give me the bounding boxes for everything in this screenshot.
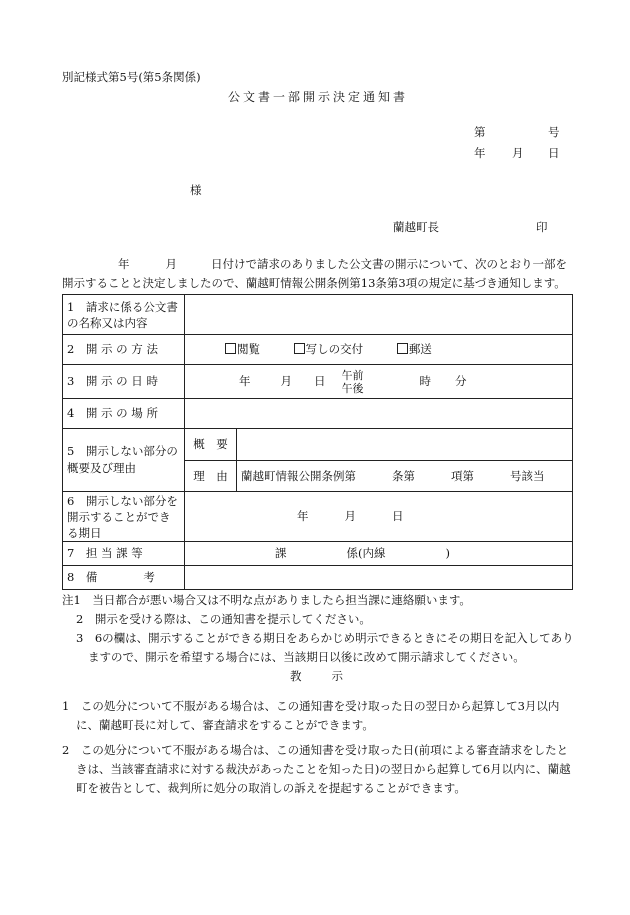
option-copy-label: 写しの交付	[305, 342, 364, 357]
reason-article: 条第	[392, 468, 415, 483]
option-view[interactable]	[225, 342, 260, 357]
note-1: 注1 当日都合が悪い場合又は不明な点がありましたら担当課に連絡願います。	[62, 593, 471, 607]
request-month: 月	[165, 257, 177, 271]
note-2: 2 開示を受ける際は、この通知書を提示してください。	[76, 612, 371, 626]
datetime-year: 年	[239, 373, 251, 388]
checkbox-icon[interactable]	[397, 343, 408, 354]
table-row	[63, 542, 573, 566]
row-label-method: 2 開 示 の 方 法	[63, 335, 185, 365]
future-year: 年	[297, 509, 309, 524]
department-section: 課	[275, 546, 287, 561]
notice-body-text: 日付けで請求のありました公文書の開示について、次のとおり一部を開示することと決定しましたので、蘭越町情報公開条例第13条第3項の規定に基づき通知します。	[62, 257, 568, 290]
department-staff: 係(内線	[346, 546, 386, 561]
datetime-day: 日	[314, 373, 326, 388]
reason-paragraph: 項第	[451, 468, 474, 483]
table-row	[63, 399, 573, 429]
am-pm-selector	[342, 369, 364, 395]
row-label-department: 7 担 当 課 等	[63, 542, 185, 566]
row-label-document-name: 1 請求に係る公文書の名称又は内容	[63, 295, 185, 335]
instruction-2: 2 この処分について不服がある場合は、この通知書を受け取った日(前項による審査請求をしたときは、当該審査請求に対する裁決があったことを知った日)の翌日から起算して6月以内に、蘭越町を被告として、裁判所に処分の取消しの訴えを提起することができます。	[62, 743, 571, 795]
checkbox-icon[interactable]	[225, 343, 236, 354]
note-3: 3 6の欄は、開示することができる期日をあらかじめ明示できるときにその期日を記入してありますので、開示を希望する場合には、当該期日以後に改めて開示請求してください。	[76, 631, 574, 664]
option-view-label: 閲覧	[237, 342, 260, 357]
document-name-value	[185, 295, 573, 335]
table-row	[63, 335, 573, 365]
method-options	[185, 335, 573, 365]
seal-mark: 印	[536, 220, 548, 234]
instructions-section	[62, 697, 577, 804]
department-close: )	[445, 546, 450, 561]
row-label-future-date: 6 開示しない部分を開示することができる期日	[63, 492, 185, 542]
row-label-undisclosed: 5 開示しない部分の概要及び理由	[63, 429, 185, 492]
sub-label-summary: 概 要	[185, 429, 237, 461]
datetime-minute: 分	[455, 373, 467, 388]
number-suffix: 号	[548, 125, 560, 139]
issue-day: 日	[548, 146, 560, 160]
row-label-datetime: 3 開 示 の 日 時	[63, 365, 185, 399]
summary-value	[237, 429, 573, 461]
instructions-title-b: 示	[331, 669, 343, 683]
sub-label-reason: 理 由	[185, 461, 237, 492]
option-mail-label: 郵送	[408, 342, 432, 357]
table-row	[63, 566, 573, 590]
future-month: 月	[344, 509, 356, 524]
notice-body	[62, 255, 576, 293]
request-year: 年	[118, 257, 130, 271]
place-value	[185, 399, 573, 429]
form-number: 別記様式第5号(第5条関係)	[62, 70, 201, 84]
table-row	[63, 492, 573, 542]
disclosure-details-table	[62, 294, 573, 590]
table-row	[63, 295, 573, 335]
issuer-name: 蘭越町長	[393, 220, 439, 234]
instructions-title	[290, 669, 343, 684]
reason-prefix: 蘭越町情報公開条例第	[241, 468, 356, 483]
row-label-remarks: 8 備 考	[63, 566, 185, 590]
table-row	[63, 365, 573, 399]
option-copy[interactable]	[294, 342, 364, 357]
remarks-value	[185, 566, 573, 590]
issue-month: 月	[512, 146, 524, 160]
notes-section	[62, 591, 577, 667]
number-prefix: 第	[474, 125, 486, 139]
row-label-place: 4 開 示 の 場 所	[63, 399, 185, 429]
datetime-month: 月	[280, 373, 292, 388]
option-mail[interactable]	[397, 342, 432, 357]
checkbox-icon[interactable]	[294, 343, 305, 354]
document-title: 公文書一部開示決定通知書	[228, 90, 409, 104]
future-date-value	[185, 492, 573, 542]
department-value	[185, 542, 573, 566]
reason-value	[237, 461, 573, 492]
future-day: 日	[392, 509, 404, 524]
datetime-hour: 時	[419, 373, 431, 388]
am-label: 午前	[341, 368, 364, 382]
table-row	[63, 429, 573, 461]
pm-label: 午後	[341, 381, 364, 395]
reason-item: 号該当	[510, 468, 545, 483]
instruction-1: 1 この処分について不服がある場合は、この通知書を受け取った日の翌日から起算して3月以内に、蘭越町長に対して、審査請求をすることができます。	[62, 699, 560, 732]
instructions-title-a: 教	[290, 669, 302, 683]
datetime-value	[185, 365, 573, 399]
issue-year: 年	[474, 146, 486, 160]
addressee-honorific: 様	[190, 183, 202, 197]
